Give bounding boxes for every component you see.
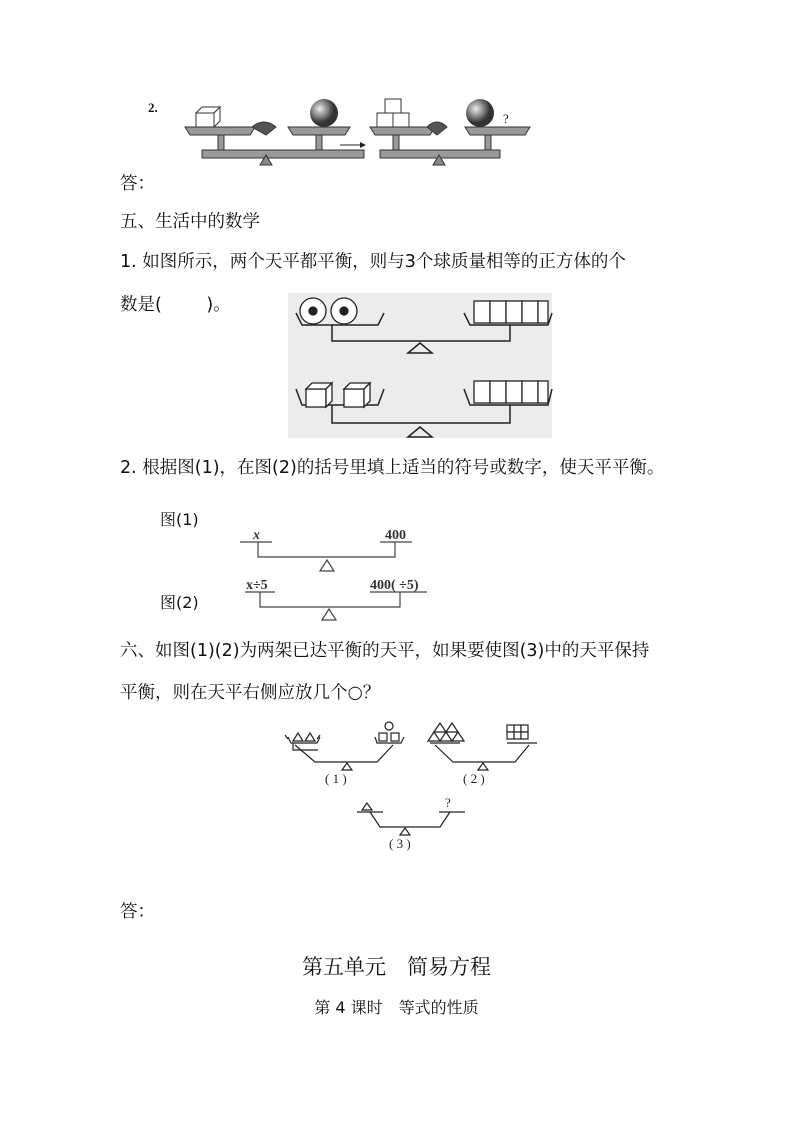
q1-text-line1: 1. 如图所示，两个天平都平衡，则与3个球质量相等的正方体的个 (120, 252, 626, 272)
section-6-line1: 六、如图(1)(2)为两架已达平衡的天平，如果要使图(3)中的天平保持 (120, 641, 650, 661)
fig2-label: 图(2) (160, 593, 199, 612)
right-scale (370, 99, 530, 165)
unit-title: 第五单元 简易方程 (302, 955, 491, 979)
section-5-title: 五、生活中的数学 (120, 212, 260, 232)
fig1-right-value: 400 (385, 528, 406, 543)
equation-balance-figures (220, 520, 450, 620)
balls-cubes-cylinders-figure (288, 293, 552, 438)
question-number: 2. (148, 100, 158, 115)
cylinders-top (474, 301, 548, 323)
answer-label: 答： (120, 174, 155, 194)
fig1-label: 图(1) (160, 510, 199, 529)
question-mark: ? (445, 795, 451, 810)
question-mark: ? (503, 111, 509, 126)
scale-cube-ball-figure (180, 95, 530, 165)
shapes-balance-figures (285, 715, 540, 855)
left-scale (185, 99, 364, 165)
q2-text: 2. 根据图(1)，在图(2)的括号里填上适当的符号或数字，使天平平衡。 (120, 458, 665, 478)
fig1-left-value: x (253, 528, 260, 543)
answer-label: 答： (120, 902, 155, 922)
fig2-right-value: 400( ÷5) (370, 578, 419, 593)
caption-2: ( 2 ) (463, 771, 485, 786)
caption-1: ( 1 ) (325, 771, 347, 786)
caption-3: ( 3 ) (389, 836, 411, 851)
q1-text-line2: 数是( )。 (120, 295, 231, 315)
fig2-left-value: x÷5 (246, 578, 268, 593)
lesson-title: 第 4 课时 等式的性质 (314, 998, 479, 1017)
cylinders-bottom (474, 381, 548, 403)
section-6-line2: 平衡，则在天平右侧应放几个○？ (120, 683, 381, 703)
